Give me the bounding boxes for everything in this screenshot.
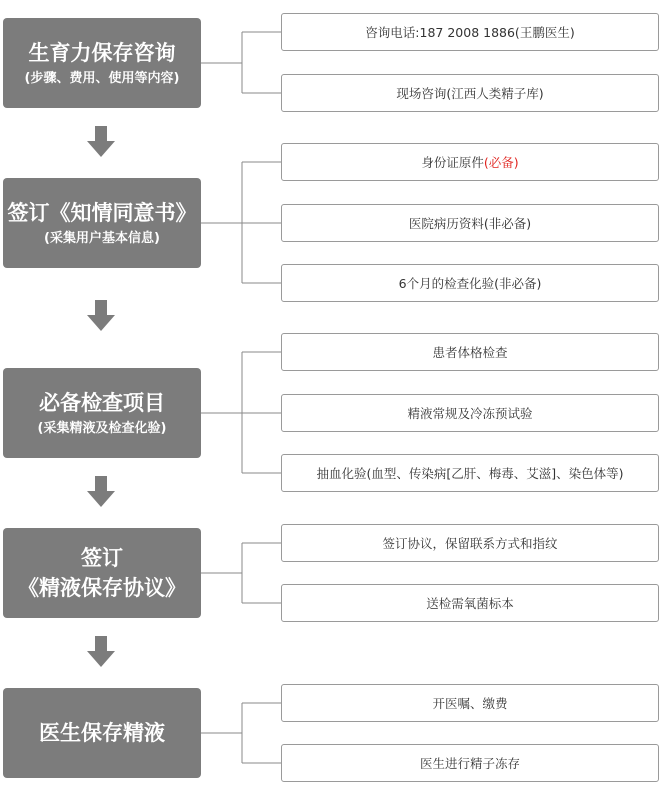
step-4-item-1-text: 签订协议，保留联系方式和指纹	[382, 536, 558, 551]
step-1-subtitle: (步骤、费用、使用等内容)	[24, 70, 180, 86]
step-3-item-1	[281, 333, 659, 371]
down-arrow-icon	[85, 636, 117, 668]
step-4-item-2-text: 送检需氧菌标本	[426, 596, 514, 611]
step-2-item-3	[281, 264, 659, 302]
step-2-item-1-text: 身份证原件	[421, 155, 484, 170]
step-3-subtitle: (采集精液及检查化验)	[37, 420, 167, 436]
step-3-item-3-text: 抽血化验(血型、传染病[乙肝、梅毒、艾滋]、染色体等)	[316, 466, 624, 481]
step-3-item-2	[281, 394, 659, 432]
step-5-item-1	[281, 684, 659, 722]
step-2-item-2	[281, 204, 659, 242]
down-arrow-icon	[85, 126, 117, 158]
step-5-title: 医生保存精液	[39, 721, 165, 745]
step-2	[3, 178, 201, 268]
step-5-item-1-text: 开医嘱、缴费	[432, 696, 508, 711]
flow-arrow-1	[85, 126, 117, 158]
step-1	[3, 18, 201, 108]
step-1-item-1	[281, 13, 659, 51]
flow-arrow-3	[85, 476, 117, 508]
step-3-item-3	[281, 454, 659, 492]
step-5	[3, 688, 201, 778]
step-2-subtitle: (采集用户基本信息)	[44, 230, 160, 246]
flow-arrow-2	[85, 300, 117, 332]
step-1-item-1-text: 咨询电话:187 2008 1886(王鹏医生)	[365, 25, 575, 40]
step-5-item-2	[281, 744, 659, 782]
step-4-item-2	[281, 584, 659, 622]
down-arrow-icon	[85, 300, 117, 332]
step-1-title: 生育力保存咨询	[28, 40, 176, 65]
step-3-item-1-text: 患者体格检查	[432, 345, 508, 360]
step-2-item-1	[281, 143, 659, 181]
down-arrow-icon	[85, 476, 117, 508]
step-4	[3, 528, 201, 618]
flow-arrow-4	[85, 636, 117, 668]
step-2-item-3-text: 6个月的检查化验(非必备)	[398, 276, 542, 291]
step-3-item-2-text: 精液常规及冷冻预试验	[407, 406, 533, 421]
step-3-title: 必备检查项目	[39, 390, 165, 415]
step-2-item-2-text: 医院病历资料(非必备)	[408, 216, 532, 231]
step-4-title: 签订	[81, 546, 123, 570]
step-2-item-1-highlight: (必备)	[483, 155, 519, 170]
step-2-title: 签订《知情同意书》	[7, 200, 197, 225]
step-3	[3, 368, 201, 458]
step-4-item-1	[281, 524, 659, 562]
step-4-title-line-2: 《精液保存协议》	[18, 576, 186, 600]
step-1-item-2	[281, 74, 659, 112]
step-5-item-2-text: 医生进行精子冻存	[419, 756, 520, 771]
step-1-item-2-text: 现场咨询(江西人类精子库)	[396, 86, 544, 101]
